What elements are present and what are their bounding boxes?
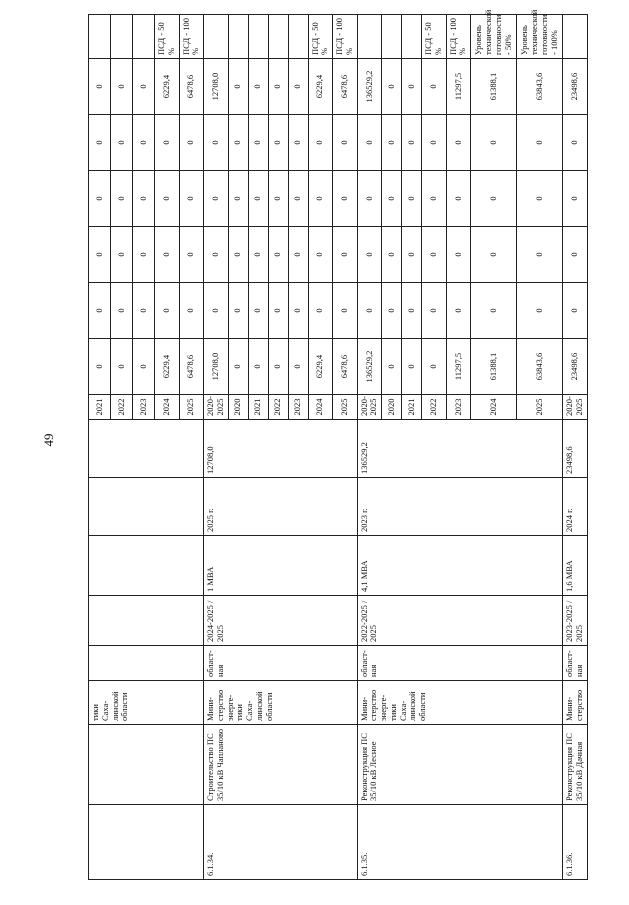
cell-reg: 0: [179, 227, 204, 283]
cell-stage: [268, 15, 288, 59]
cell-stage: [248, 15, 268, 59]
cell-total: 6229,4: [155, 339, 180, 395]
cell-total: 0: [228, 339, 248, 395]
cell-stage: ПСД - 50 %: [155, 15, 180, 59]
cell-mun: 0: [563, 171, 588, 227]
cell-reg: 0: [446, 227, 471, 283]
cell-stage: Уровень технической готовности - 100%: [517, 15, 563, 59]
cell-mun: 0: [471, 171, 517, 227]
cell-period: 2022-2025 / 2025: [357, 596, 563, 646]
cell-mun: 0: [288, 171, 308, 227]
cell-stage: [382, 15, 402, 59]
cell-total: 136529,2: [357, 339, 382, 395]
cell-num: 6.1.35.: [357, 805, 563, 880]
cell-extra: 0: [204, 115, 229, 171]
cell-fed: 0: [402, 283, 422, 339]
cell-cost: 23498,6: [563, 420, 588, 478]
cell-name: Реконструкция ПС 35/10 кВ Дачная: [563, 725, 588, 805]
cell-fed: 0: [357, 283, 382, 339]
cell-power: [89, 536, 204, 596]
cell-extra: 0: [248, 115, 268, 171]
cell-extra: 0: [333, 115, 358, 171]
page-number: 49: [41, 433, 56, 447]
cell-total: 12708,0: [204, 339, 229, 395]
cell-fund: област-ная: [357, 646, 563, 681]
cell-stage: ПСД - 50 %: [308, 15, 333, 59]
cell-stage: [204, 15, 229, 59]
cell-plan: 0: [422, 59, 447, 115]
cell-name: Реконструкция ПС 35/10 кВ Лесное: [357, 725, 563, 805]
cell-year: 2023: [133, 395, 155, 420]
cell-reg: 0: [333, 227, 358, 283]
cell-total: 6478,6: [333, 339, 358, 395]
cell-plan: 0: [402, 59, 422, 115]
cell-plan: 0: [89, 59, 111, 115]
cell-year: 2022: [268, 395, 288, 420]
cell-plan: 12708,0: [204, 59, 229, 115]
cell-total: 0: [89, 339, 111, 395]
cell-total: 63843,6: [517, 339, 563, 395]
cell-customer: Мини-стерство: [563, 681, 588, 725]
cell-reg: 0: [133, 227, 155, 283]
cell-reg: 0: [563, 227, 588, 283]
cell-year: 2020-2025: [204, 395, 229, 420]
table-row: [204, 15, 229, 880]
cell-extra: 0: [268, 115, 288, 171]
cell-stage: [357, 15, 382, 59]
cell-year: 2021: [248, 395, 268, 420]
cell-reg: 0: [248, 227, 268, 283]
cell-fed: 0: [422, 283, 447, 339]
cell-commission: [89, 478, 204, 536]
cell-commission: 2024 г.: [563, 478, 588, 536]
cell-fed: 0: [288, 283, 308, 339]
cell-cost: 136529,2: [357, 420, 563, 478]
cell-power: 1,6 МВА: [563, 536, 588, 596]
cell-commission: 2025 г.: [204, 478, 358, 536]
cell-extra: 0: [133, 115, 155, 171]
cell-year: 2022: [422, 395, 447, 420]
cell-stage: [133, 15, 155, 59]
cell-stage: ПСД - 50 %: [422, 15, 447, 59]
cell-fed: 0: [563, 283, 588, 339]
cell-fed: 0: [248, 283, 268, 339]
cell-year: 2024: [471, 395, 517, 420]
cell-stage: [563, 15, 588, 59]
cell-mun: 0: [333, 171, 358, 227]
cell-extra: 0: [446, 115, 471, 171]
cell-reg: 0: [288, 227, 308, 283]
cell-extra: 0: [471, 115, 517, 171]
cell-reg: 0: [155, 227, 180, 283]
cell-fed: 0: [228, 283, 248, 339]
cell-plan: 0: [228, 59, 248, 115]
cell-reg: 0: [382, 227, 402, 283]
cell-stage: [288, 15, 308, 59]
cell-power: 1 МВА: [204, 536, 358, 596]
cell-plan: 0: [248, 59, 268, 115]
cell-cost: [89, 420, 204, 478]
cell-fed: 0: [133, 283, 155, 339]
cell-reg: 0: [471, 227, 517, 283]
cell-year: 2022: [111, 395, 133, 420]
cell-reg: 0: [402, 227, 422, 283]
cell-reg: 0: [422, 227, 447, 283]
cell-fed: 0: [111, 283, 133, 339]
cell-plan: 23498,6: [563, 59, 588, 115]
cell-plan: 6229,4: [308, 59, 333, 115]
cell-year: 2020: [382, 395, 402, 420]
cell-extra: 0: [155, 115, 180, 171]
cell-mun: 0: [517, 171, 563, 227]
cell-plan: 0: [111, 59, 133, 115]
cell-total: 0: [422, 339, 447, 395]
cell-total: 0: [248, 339, 268, 395]
cell-period: [89, 596, 204, 646]
cell-total: 6478,6: [179, 339, 204, 395]
cell-total: 61388,1: [471, 339, 517, 395]
cell-mun: 0: [402, 171, 422, 227]
cell-cost: 12708,0: [204, 420, 358, 478]
cell-reg: 0: [111, 227, 133, 283]
rotated-table-container: [88, 9, 585, 880]
cell-year: 2023: [288, 395, 308, 420]
cell-extra: 0: [357, 115, 382, 171]
cell-num: 6.1.36.: [563, 805, 588, 880]
cell-plan: 6229,4: [155, 59, 180, 115]
cell-reg: 0: [204, 227, 229, 283]
cell-extra: 0: [402, 115, 422, 171]
cell-fed: 0: [179, 283, 204, 339]
cell-extra: 0: [382, 115, 402, 171]
cell-plan: 0: [133, 59, 155, 115]
cell-period: 2023-2025 / 2025: [563, 596, 588, 646]
cell-plan: 63843,6: [517, 59, 563, 115]
cell-plan: 6478,6: [179, 59, 204, 115]
cell-total: 0: [402, 339, 422, 395]
cell-plan: 0: [288, 59, 308, 115]
cell-period: 2024-2025 / 2025: [204, 596, 358, 646]
cell-fed: 0: [204, 283, 229, 339]
cell-reg: 0: [357, 227, 382, 283]
cell-mun: 0: [133, 171, 155, 227]
cell-customer: тики Саха-линской области: [89, 681, 204, 725]
cell-mun: 0: [308, 171, 333, 227]
cell-fund: [89, 646, 204, 681]
table-row: [357, 15, 382, 880]
cell-year: 2021: [89, 395, 111, 420]
cell-fund: област-ная: [204, 646, 358, 681]
table-row: [89, 15, 111, 880]
cell-fed: 0: [382, 283, 402, 339]
cell-total: 23498,6: [563, 339, 588, 395]
cell-year: 2020-2025: [357, 395, 382, 420]
cell-fed: 0: [89, 283, 111, 339]
cell-stage: ПСД - 100 %: [333, 15, 358, 59]
cell-extra: 0: [111, 115, 133, 171]
cell-total: 11297,5: [446, 339, 471, 395]
cell-mun: 0: [155, 171, 180, 227]
cell-fed: 0: [308, 283, 333, 339]
cell-mun: 0: [422, 171, 447, 227]
cell-stage: Уровень технической готовности - 50%: [471, 15, 517, 59]
cell-customer: Мини-стерство энерге-тики Саха-линской области: [357, 681, 563, 725]
cell-total: 0: [133, 339, 155, 395]
cell-plan: 136529,2: [357, 59, 382, 115]
cell-fed: 0: [333, 283, 358, 339]
cell-extra: 0: [89, 115, 111, 171]
cell-mun: 0: [268, 171, 288, 227]
cell-stage: [111, 15, 133, 59]
cell-num: 6.1.34.: [204, 805, 358, 880]
cell-reg: 0: [228, 227, 248, 283]
cell-name: [89, 725, 204, 805]
cell-power: 4,1 МВА: [357, 536, 563, 596]
cell-num: [89, 805, 204, 880]
cell-year: 2021: [402, 395, 422, 420]
cell-fed: 0: [268, 283, 288, 339]
cell-stage: [89, 15, 111, 59]
cell-plan: 0: [268, 59, 288, 115]
cell-plan: 11297,5: [446, 59, 471, 115]
cell-mun: 0: [89, 171, 111, 227]
cell-year: 2025: [517, 395, 563, 420]
table-row: [563, 15, 588, 880]
cell-extra: 0: [288, 115, 308, 171]
cell-total: 0: [382, 339, 402, 395]
cell-name: Строительство ПС 35/10 кВ Чапланово: [204, 725, 358, 805]
cell-mun: 0: [228, 171, 248, 227]
cell-extra: 0: [308, 115, 333, 171]
cell-total: 0: [288, 339, 308, 395]
cell-total: 0: [111, 339, 133, 395]
cell-mun: 0: [179, 171, 204, 227]
investment-table: [88, 9, 588, 880]
cell-plan: 61388,1: [471, 59, 517, 115]
cell-year: 2024: [308, 395, 333, 420]
cell-extra: 0: [422, 115, 447, 171]
cell-year: 2025: [179, 395, 204, 420]
cell-reg: 0: [268, 227, 288, 283]
cell-year: 2024: [155, 395, 180, 420]
cell-total: 6229,4: [308, 339, 333, 395]
cell-extra: 0: [563, 115, 588, 171]
cell-fed: 0: [471, 283, 517, 339]
cell-stage: ПСД - 100 %: [179, 15, 204, 59]
cell-mun: 0: [382, 171, 402, 227]
cell-extra: 0: [228, 115, 248, 171]
cell-reg: 0: [517, 227, 563, 283]
cell-commission: 2023 г.: [357, 478, 563, 536]
cell-fed: 0: [446, 283, 471, 339]
cell-stage: ПСД - 100 %: [446, 15, 471, 59]
cell-fund: област-ная: [563, 646, 588, 681]
cell-year: 2025: [333, 395, 358, 420]
cell-reg: 0: [308, 227, 333, 283]
cell-reg: 0: [89, 227, 111, 283]
cell-extra: 0: [179, 115, 204, 171]
cell-fed: 0: [155, 283, 180, 339]
cell-mun: 0: [446, 171, 471, 227]
cell-year: 2020-2025: [563, 395, 588, 420]
cell-mun: 0: [111, 171, 133, 227]
cell-mun: 0: [357, 171, 382, 227]
cell-mun: 0: [248, 171, 268, 227]
cell-stage: [402, 15, 422, 59]
cell-total: 0: [268, 339, 288, 395]
cell-fed: 0: [517, 283, 563, 339]
cell-stage: [228, 15, 248, 59]
cell-plan: 6478,6: [333, 59, 358, 115]
cell-customer: Мини-стерство энерге-тики Саха-линской области: [204, 681, 358, 725]
cell-year: 2020: [228, 395, 248, 420]
cell-plan: 0: [382, 59, 402, 115]
cell-extra: 0: [517, 115, 563, 171]
cell-year: 2023: [446, 395, 471, 420]
cell-mun: 0: [204, 171, 229, 227]
